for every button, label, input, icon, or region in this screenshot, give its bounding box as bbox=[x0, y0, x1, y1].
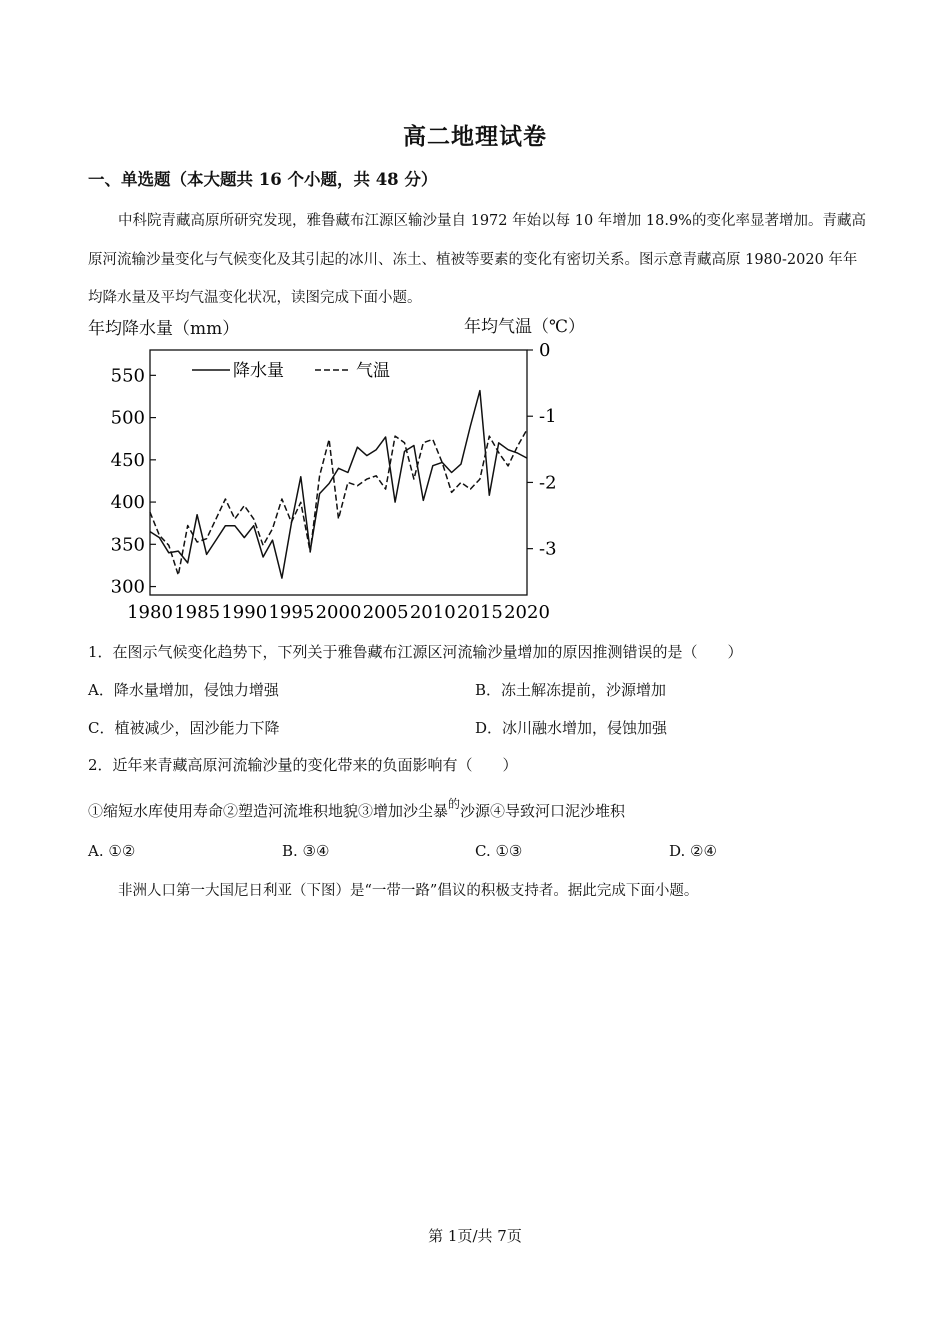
x-tick-label: 2000 bbox=[315, 602, 362, 623]
plot-frame bbox=[150, 350, 527, 595]
question-1-option-c[interactable]: C．植被减少，固沙能力下降 bbox=[88, 719, 280, 737]
question-2-option-d[interactable]: D. ②④ bbox=[669, 842, 717, 860]
x-tick-label: 1985 bbox=[174, 602, 221, 623]
y-right-tick-label: -1 bbox=[539, 406, 557, 428]
question-1-option-a[interactable]: A．降水量增加，侵蚀力增强 bbox=[88, 681, 279, 699]
statements-part-a: ①缩短水库使用寿命②塑造河流堆积地貌③增加沙尘暴 bbox=[88, 802, 449, 820]
precipitation-line bbox=[150, 391, 527, 578]
legend-precip-label: 降水量 bbox=[233, 361, 284, 381]
question-2-option-c[interactable]: C. ①③ bbox=[475, 842, 523, 860]
legend-temp-label: 气温 bbox=[356, 361, 390, 381]
y-left-tick-label: 500 bbox=[110, 407, 145, 429]
x-tick-label: 1980 bbox=[127, 602, 173, 623]
question-2-option-b[interactable]: B. ③④ bbox=[282, 842, 330, 860]
right-axis-title: 年均气温（℃） bbox=[464, 317, 586, 337]
question-2-statements bbox=[88, 797, 626, 821]
next-passage bbox=[88, 872, 868, 911]
question-2-option-a[interactable]: A. ①② bbox=[88, 842, 136, 860]
intro-paragraph-text: 中科院青藏高原所研究发现，雅鲁藏布江源区输沙量自 1972 年始以每 10 年增加 18.9%的变化率显著增加。青藏高原河流输沙量变化与气候变化及其引起的冰川、冻土、植被等要素的变化有密切关系。图示意青藏高原 1980-2020 年年均降水量及平均气温变化状况，读图完成下面小题。 bbox=[88, 213, 866, 306]
intro-paragraph bbox=[88, 202, 868, 318]
x-tick-label: 1990 bbox=[221, 602, 268, 623]
question-1-option-b[interactable]: B．冻土解冻提前，沙源增加 bbox=[475, 681, 667, 699]
x-tick-label: 2005 bbox=[362, 602, 409, 623]
y-left-tick-label: 450 bbox=[110, 449, 145, 471]
x-tick-label: 2010 bbox=[409, 602, 456, 623]
y-left-tick-label: 350 bbox=[110, 534, 145, 556]
question-1-stem: 1．在图示气候变化趋势下，下列关于雅鲁藏布江源区河流输沙量增加的原因推测错误的是（ ） bbox=[88, 643, 743, 661]
left-axis-title: 年均降水量（mm） bbox=[88, 319, 240, 339]
next-passage-text: 非洲人口第一大国尼日利亚（下图）是“一带一路”倡议的积极支持者。据此完成下面小题。 bbox=[118, 883, 699, 899]
x-tick-label: 2020 bbox=[504, 602, 550, 623]
y-left-tick-label: 400 bbox=[110, 492, 145, 514]
y-left-tick-label: 300 bbox=[110, 576, 145, 598]
climate-chart bbox=[0, 330, 950, 630]
y-right-tick-label: -2 bbox=[539, 472, 557, 494]
x-tick-label: 2015 bbox=[456, 602, 503, 623]
y-left-tick-label: 550 bbox=[110, 365, 145, 387]
y-right-tick-label: -3 bbox=[539, 538, 557, 560]
x-tick-label: 1995 bbox=[268, 602, 315, 623]
statements-superscript: 的 bbox=[448, 797, 461, 811]
statements-part-b: 沙源④导致河口泥沙堆积 bbox=[460, 802, 626, 820]
page-title: 高二地理试卷 bbox=[403, 123, 547, 150]
section-heading: 一、单选题（本大题共 16 个小题，共 48 分） bbox=[88, 170, 438, 189]
question-2-stem: 2．近年来青藏高原河流输沙量的变化带来的负面影响有（ ） bbox=[88, 756, 518, 774]
page-footer: 第 1页/共 7页 bbox=[428, 1227, 522, 1245]
question-1-option-d[interactable]: D．冰川融水增加，侵蚀加强 bbox=[475, 719, 668, 737]
y-right-tick-label: 0 bbox=[539, 340, 551, 361]
